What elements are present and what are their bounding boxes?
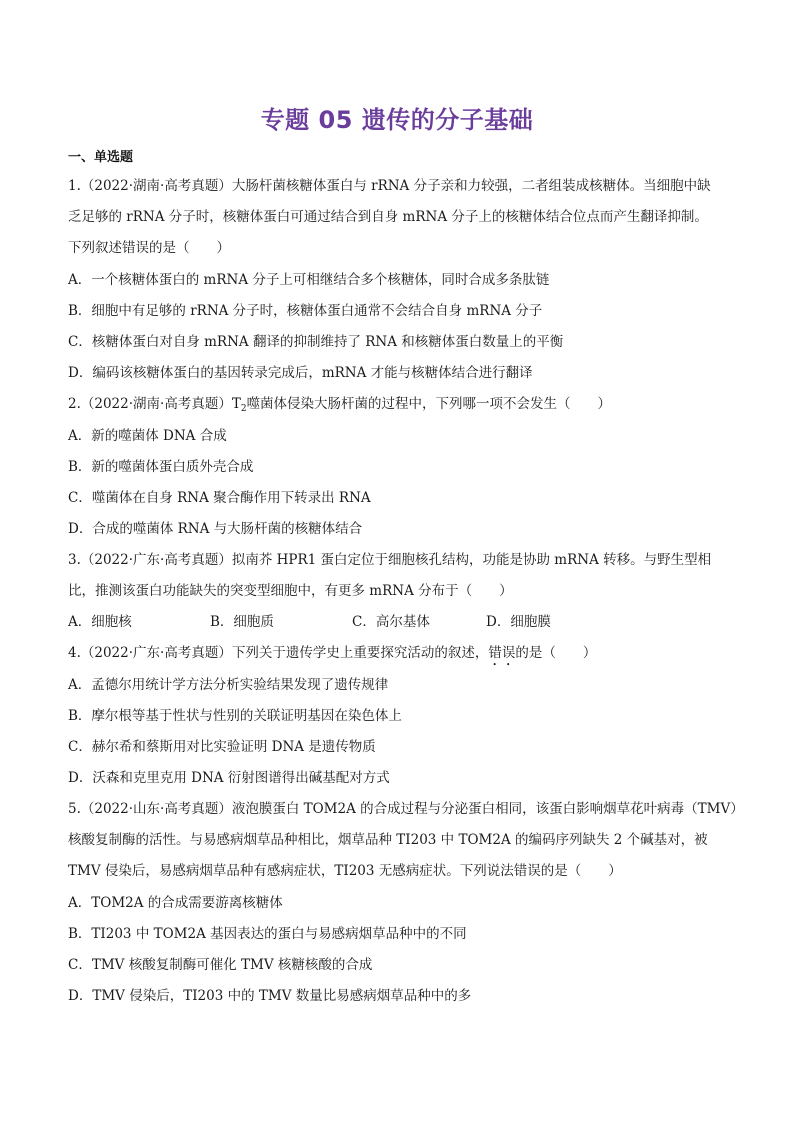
q5-option-a: A．TOM2A 的合成需要游离核糖体 xyxy=(68,895,283,911)
q4-stem-suffix: 的是（ ） xyxy=(515,645,597,661)
q5-option-c: C．TMV 核酸复制酶可催化 TMV 核糖核酸的合成 xyxy=(68,957,373,973)
q3-stem-line-1: 3.（2022·广东·高考真题）拟南芥 HPR1 蛋白定位于细胞核孔结构，功能是协助 mRNA 转移。与野生型相 xyxy=(68,552,712,568)
q1-stem-line-3: 下列叙述错误的是（ ） xyxy=(68,240,230,256)
q5-stem-line-1: 5.（2022·山东·高考真题）液泡膜蛋白 TOM2A 的合成过程与分泌蛋白相同，该蛋白影响烟草花叶病毒（TMV） xyxy=(68,801,744,817)
q3-option-b: B．细胞质 xyxy=(210,614,274,630)
q3-option-a: A．细胞核 xyxy=(68,614,132,630)
q2-stem xyxy=(68,394,738,414)
q4-option-d: D．沃森和克里克用 DNA 衍射图谱得出碱基配对方式 xyxy=(68,770,390,786)
q3-stem-line-2: 比，推测该蛋白功能缺失的突变型细胞中，有更多 mRNA 分布于（ ） xyxy=(68,583,513,599)
section-heading: 一、单选题 xyxy=(68,150,134,165)
q3-options-row xyxy=(68,612,738,632)
q4-stem-prefix: 4.（2022·广东·高考真题）下列关于遗传学史上重要探究活动的叙述， xyxy=(68,645,489,661)
q5-option-b: B．TI203 中 TOM2A 基因表达的蛋白与易感病烟草品种中的不同 xyxy=(68,926,467,942)
q1-option-b: B．细胞中有足够的 rRNA 分子时，核糖体蛋白通常不会结合自身 mRNA 分子 xyxy=(68,303,543,319)
q2-option-a: A．新的噬菌体 DNA 合成 xyxy=(68,428,227,444)
q5-stem-line-2: 核酸复制酶的活性。与易感病烟草品种相比，烟草品种 TI203 中 TOM2A 的编码序列缺失 2 个碱基对，被 xyxy=(68,832,708,848)
q1-option-d: D．编码该核糖体蛋白的基因转录完成后，mRNA 才能与核糖体结合进行翻译 xyxy=(68,365,533,381)
q4-option-c: C．赫尔希和蔡斯用对比实验证明 DNA 是遗传物质 xyxy=(68,739,376,755)
q2-stem-suffix: 噬菌体侵染大肠杆菌的过程中，下列哪一项不会发生（ ） xyxy=(246,396,612,412)
q1-stem-line-2: 乏足够的 rRNA 分子时，核糖体蛋白可通过结合到自身 mRNA 分子上的核糖体结合位点而产生翻译抑制。 xyxy=(68,209,708,225)
q5-option-d: D．TMV 侵染后，TI203 中的 TMV 数量比易感病烟草品种中的多 xyxy=(68,988,472,1004)
q1-option-c: C．核糖体蛋白对自身 mRNA 翻译的抑制维持了 RNA 和核糖体蛋白数量上的平衡 xyxy=(68,334,564,350)
q3-option-d: D．细胞膜 xyxy=(486,614,551,630)
q1-stem-line-1: 1.（2022·湖南·高考真题）大肠杆菌核糖体蛋白与 rRNA 分子亲和力较强，二者组装成核糖体。当细胞中缺 xyxy=(68,178,711,194)
q2-option-b: B．新的噬菌体蛋白质外壳合成 xyxy=(68,459,254,475)
q3-option-c: C．高尔基体 xyxy=(352,614,430,630)
q2-option-c: C．噬菌体在自身 RNA 聚合酶作用下转录出 RNA xyxy=(68,490,371,506)
q2-stem-subscript: 2 xyxy=(240,404,247,414)
q2-option-d: D．合成的噬菌体 RNA 与大肠杆菌的核糖体结合 xyxy=(68,521,363,537)
q5-stem-line-3: TMV 侵染后，易感病烟草品种有感病症状，TI203 无感病症状。下列说法错误的是（ ） xyxy=(68,863,622,879)
q2-stem-prefix: 2.（2022·湖南·高考真题）T xyxy=(68,396,241,412)
q4-stem-emphasis: 错误 xyxy=(488,645,516,661)
q4-option-a: A．孟德尔用统计学方法分析实验结果发现了遗传规律 xyxy=(68,677,389,693)
q4-option-b: B．摩尔根等基于性状与性别的关联证明基因在染色体上 xyxy=(68,708,402,724)
page-title: 专题 05 遗传的分子基础 xyxy=(260,106,534,134)
q1-option-a: A．一个核糖体蛋白的 mRNA 分子上可相继结合多个核糖体，同时合成多条肽链 xyxy=(68,272,550,288)
q4-stem xyxy=(68,643,738,669)
